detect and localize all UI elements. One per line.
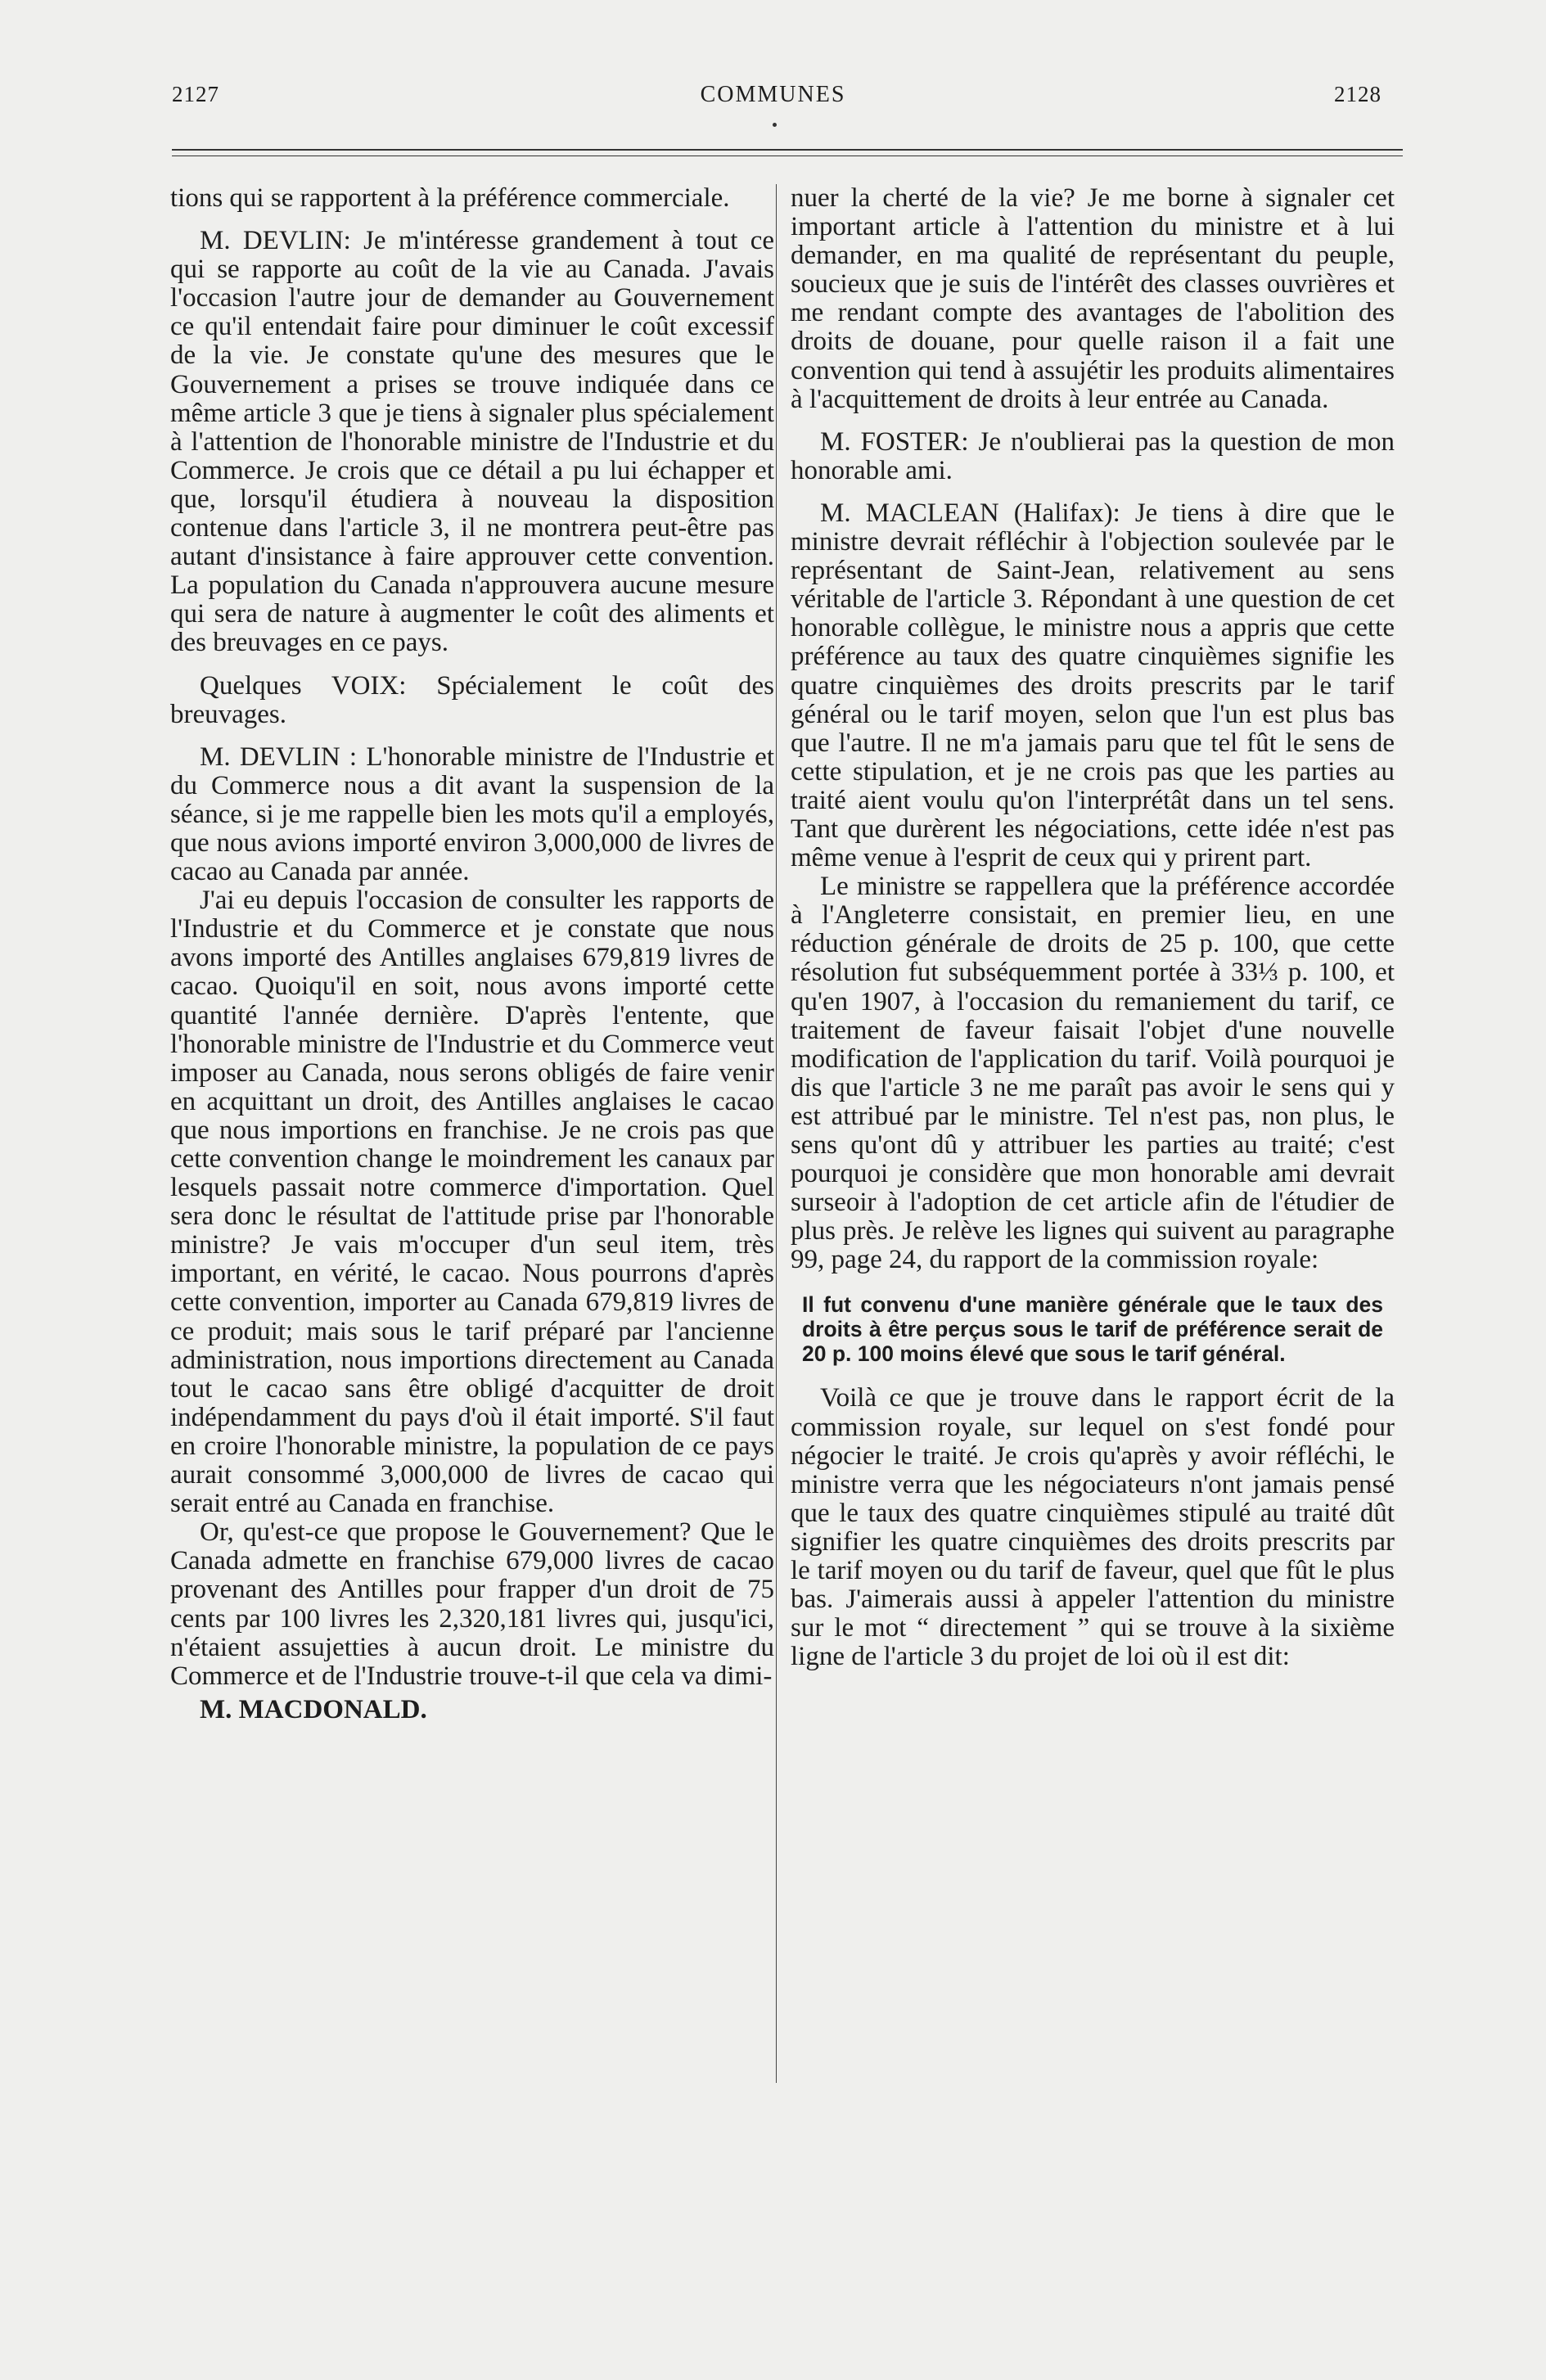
running-title: COMMUNES [700,82,846,107]
paragraph: tions qui se rapportent à la préférence commerciale. [170,183,730,213]
paragraph: Quelques VOIX: Spécialement le coût des breuvages. [170,670,774,729]
paragraph: Voilà ce que je trouve dans le rapport écrit de la commission royale, sur lequel on s'est fondé pour négocier le traité. Je crois qu'après y avoir réfléchi, le ministre verra que les négociateurs n'ont jamais pensé que le taux des quatre cinquièmes stipulé au traité dût signifier les quatre cinquièmes des droits prescrits par le tarif moyen ou du tarif de faveur, quel que fût le plus bas. J'aimerais aussi à appeler l'attention du ministre sur le mot “ directement ” qui se trouve à la sixième ligne de l'article 3 du projet de loi où il est dit: [791,1383,1395,1672]
paragraph: nuer la cherté de la vie? Je me borne à signaler cet important article à l'attention du ministre et à lui demander, en ma qualité de représentant du peuple, soucieux que je suis de l'intérêt des classes ouvrières et me rendant compte des avantages de l'abolition des droits de douane, pour quelle raison il a fait une convention qui tend à assujétir les produits alimentaires à l'acquittement de droits à leur entrée au Canada. [791,183,1395,414]
paragraph: Or, qu'est-ce que propose le Gouvernement? Que le Canada admette en franchise 679,000 livres de cacao provenant des Antilles pour frapper d'un droit de 75 cents par 100 livres les 2,320,181 livres qui, jusqu'ici, n'étaient assujetties à aucun droit. Le ministre du Commerce et de l'Industrie trouve-t-il que cela va dimi- [170,1517,774,1691]
header-rule [172,149,1403,151]
page-number-left: 2127 [172,82,219,106]
right-column [791,184,1395,1671]
left-column [170,184,774,1724]
block-quote: Il fut convenu d'une manière générale que le taux des droits à être perçus sous le tarif de préférence serait de 20 p. 100 moins élevé que sous le tarif général. [802,1292,1383,1367]
paragraph: M. FOSTER: Je n'oublierai pas la question de mon honorable ami. [791,426,1395,485]
paragraph: Le ministre se rappellera que la préférence accordée à l'Angleterre consistait, en premier lieu, en une réduction générale de droits de 25 p. 100, que cette résolution fut subséquemment portée à 33⅓ p. 100, et qu'en 1907, à l'occasion du remaniement du tarif, ce traitement de faveur faisait l'objet d'une nouvelle modification de l'application du tarif. Voilà pourquoi je dis que l'article 3 ne me paraît pas avoir le sens qui y est attribué par le ministre. Tel n'est pas, non plus, le sens qu'ont dû y attribuer les parties au traité; c'est pourquoi je considère que mon honorable ami devrait surseoir à l'adoption de cet article afin de l'étudier de plus près. Je relève les lignes qui suivent au paragraphe 99, page 24, du rapport de la commission royale: [791,872,1395,1275]
header-ornament [773,123,777,127]
paragraph: M. DEVLIN : L'honorable ministre de l'Industrie et du Commerce nous a dit avant la suspension de la séance, si je me rappelle bien les mots qu'il a employés, que nous avions importé environ 3,000,000 de livres de cacao au Canada par année. [170,741,774,887]
paragraph: M. DEVLIN: Je m'intéresse grandement à tout ce qui se rapporte au coût de la vie au Canada. J'avais l'occasion l'autre jour de demander au Gouvernement ce qu'il entendait faire pour diminuer le coût excessif de la vie. Je constate qu'une des mesures que le Gouvernement a prises se trouve indiquée dans ce même article 3 que je tiens à signaler plus spécialement à l'attention de l'honorable ministre de l'Industrie et du Commerce. Je crois que ce détail a pu lui échapper et que, lorsqu'il étudiera à nouveau la disposition contenue dans l'article 3, il ne montrera peut-être pas autant d'insistance à faire approuver cette convention. La population du Canada n'approuvera aucune mesure qui sera de nature à augmenter le coût des aliments et des breuvages en ce pays. [170,226,774,658]
paragraph: J'ai eu depuis l'occasion de consulter les rapports de l'Industrie et du Commerce et je constate que nous avons importé des Antilles anglaises 679,819 livres de cacao. Quoiqu'il en soit, nous avons importé cette quantité l'année dernière. D'après l'entente, que l'honorable ministre de l'Industrie et du Commerce veut imposer au Canada, nous serons obligés de faire venir en acquittant un droit, des Antilles anglaises le cacao que nous importions en franchise. Je ne crois pas que cette convention change le moindrement les canaux par lesquels passait notre commerce d'importation. Quel sera donc le résultat de l'attitude prise par l'honorable ministre? Je vais m'occuper d'un seul item, très important, en vérité, le cacao. Nous pourrons d'après cette convention, importer au Canada 679,819 livres de ce produit; mais sous le tarif préparé par l'ancienne administration, nous importions directement au Canada tout le cacao sans être obligé d'acquitter de droit indépendamment du pays d'où il était importé. S'il faut en croire l'honorable ministre, la population de ce pays aurait consommé 3,000,000 de livres de cacao qui serait entré au Canada en franchise. [170,886,774,1519]
speaker-heading: M. MACDONALD. [200,1694,427,1724]
column-divider [776,184,777,2083]
paragraph: M. MACLEAN (Halifax): Je tiens à dire que le ministre devrait réfléchir à l'objection soulevée par le représentant de Saint-Jean, relativement au sens véritable de l'article 3. Répondant à une question de cet honorable collègue, le ministre nous a appris que cette préférence au taux des quatre cinquièmes signifie les quatre cinquièmes des droits prescrits par le tarif général ou le tarif moyen, selon que l'un est plus bas que l'autre. Il ne m'a jamais paru que tel fût le sens de cette stipulation, et je ne crois pas que les parties au traité aient voulu qu'on l'interprétât dans un tel sens. Tant que durèrent les négociations, cette idée n'est pas même venue à l'esprit de ceux qui y prirent part. [791,498,1395,873]
page-number-right: 2128 [1334,82,1381,106]
